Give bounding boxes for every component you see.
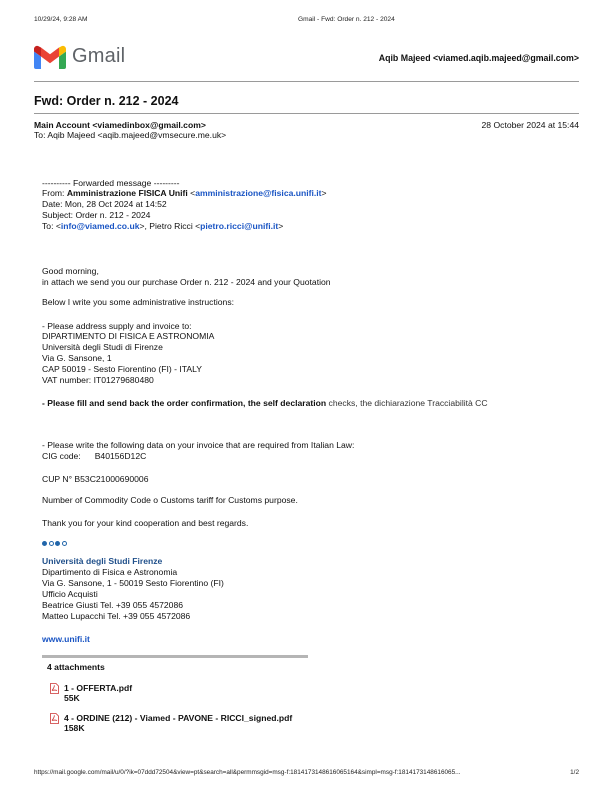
- gmail-wordmark: Gmail: [72, 45, 126, 67]
- attachment-size: 55K: [64, 693, 80, 703]
- to-email-link-1[interactable]: info@viamed.co.uk: [60, 221, 140, 231]
- message-recipient: To: Aqib Majeed <aqib.majeed@vmsecure.me.uk>: [34, 130, 227, 140]
- forwarded-date: Date: Mon, 28 Oct 2024 at 14:52: [42, 199, 167, 209]
- to-label: To:: [42, 221, 56, 231]
- pdf-file-icon: [50, 713, 59, 724]
- signature-line: Ufficio Acquisti: [42, 589, 98, 599]
- attachment-size: 158K: [64, 723, 85, 733]
- print-page-title: Gmail - Fwd: Order n. 212 - 2024: [298, 16, 395, 23]
- signature-website-link[interactable]: www.unifi.it: [42, 634, 90, 644]
- gmail-m-icon: [34, 45, 66, 69]
- admin-instructions: Below I write you some administrative instructions:: [42, 297, 234, 307]
- address-line: VAT number: IT01279680480: [42, 375, 154, 385]
- signature-line: Via G. Sansone, 1 - 50019 Sesto Fiorentino (FI): [42, 578, 224, 588]
- fill-bold: - Please fill and send back the order confirmation, the self declaration: [42, 398, 327, 408]
- attachments-count: 4 attachments: [47, 662, 105, 672]
- signature-line: Dipartimento di Fisica e Astronomia: [42, 567, 178, 577]
- gmail-logo[interactable]: [34, 44, 125, 69]
- address-line: Università degli Studi di Firenze: [42, 342, 163, 352]
- cup-number: CUP N° B53C21000690006: [42, 474, 149, 484]
- message-date: 28 October 2024 at 15:44: [481, 120, 579, 130]
- intro-text: in attach we send you our purchase Order n. 212 - 2024 and your Quotation: [42, 277, 331, 287]
- address-line: DIPARTIMENTO DI FISICA E ASTRONOMIA: [42, 331, 215, 341]
- signature-decoration-icon: [42, 541, 67, 546]
- print-footer-url[interactable]: https://mail.google.com/mail/u/0/?ik=07ddd72504&view=pt&search=all&permmsgid=msg-f:1814173148616065164&simpl=msg-f:1814173148616065...: [34, 769, 461, 776]
- signature-university: Università degli Studi Firenze: [42, 556, 163, 566]
- to-mid: , Pietro Ricci <: [144, 221, 201, 231]
- cig-value: B40156D12C: [94, 451, 147, 461]
- attachment-name-link[interactable]: 4 - ORDINE (212) - Viamed - PAVONE - RICCI_signed.pdf: [64, 713, 293, 723]
- address-line: Via G. Sansone, 1: [42, 353, 112, 363]
- from-email-link[interactable]: amministrazione@fisica.unifi.it: [195, 188, 322, 198]
- message-sender: Main Account <viamedinbox@gmail.com>: [34, 120, 206, 130]
- cig-label: CIG code:: [42, 451, 81, 461]
- account-identity: Aqib Majeed <viamed.aqib.majeed@gmail.com>: [378, 53, 579, 63]
- thread-title: Fwd: Order n. 212 - 2024: [34, 94, 179, 108]
- invoice-note: - Please write the following data on your invoice that are required from Italian Law:: [42, 440, 355, 450]
- greeting: Good morning,: [42, 266, 99, 276]
- fill-instructions: [42, 398, 488, 409]
- forwarded-marker: ---------- Forwarded message ---------: [42, 178, 180, 188]
- from-name: Amministrazione FISICA Unifi: [66, 188, 188, 198]
- cig-code: [42, 451, 146, 462]
- commodity-note: Number of Commodity Code o Customs tariff for Customs purpose.: [42, 495, 298, 505]
- attachments-divider: [42, 655, 308, 658]
- forwarded-subject: Subject: Order n. 212 - 2024: [42, 210, 151, 220]
- header-divider: [34, 81, 579, 82]
- signature-line: Matteo Lupacchi Tel. +39 055 4572086: [42, 611, 191, 621]
- signature-line: Beatrice Giusti Tel. +39 055 4572086: [42, 600, 184, 610]
- print-datetime: 10/29/24, 9:28 AM: [34, 16, 88, 23]
- closing-thanks: Thank you for your kind cooperation and best regards.: [42, 518, 249, 528]
- print-page-number: 1/2: [570, 769, 579, 776]
- address-line: CAP 50019 - Sesto Fiorentino (FI) - ITALY: [42, 364, 203, 374]
- title-divider: [34, 113, 579, 114]
- attachment-name-link[interactable]: 1 - OFFERTA.pdf: [64, 683, 133, 693]
- from-label: From:: [42, 188, 67, 198]
- pdf-file-icon: [50, 683, 59, 694]
- address-line: - Please address supply and invoice to:: [42, 321, 192, 331]
- to-email-link-2[interactable]: pietro.ricci@unifi.it: [200, 221, 279, 231]
- fill-rest: checks, the dichiarazione Tracciabilità CC: [326, 398, 488, 408]
- forwarded-from: From: Amministrazione FISICA Unifi <amministrazione@fisica.unifi.it>: [42, 188, 327, 198]
- forwarded-to: To: <info@viamed.co.uk>, Pietro Ricci <pietro.ricci@unifi.it>: [42, 221, 284, 231]
